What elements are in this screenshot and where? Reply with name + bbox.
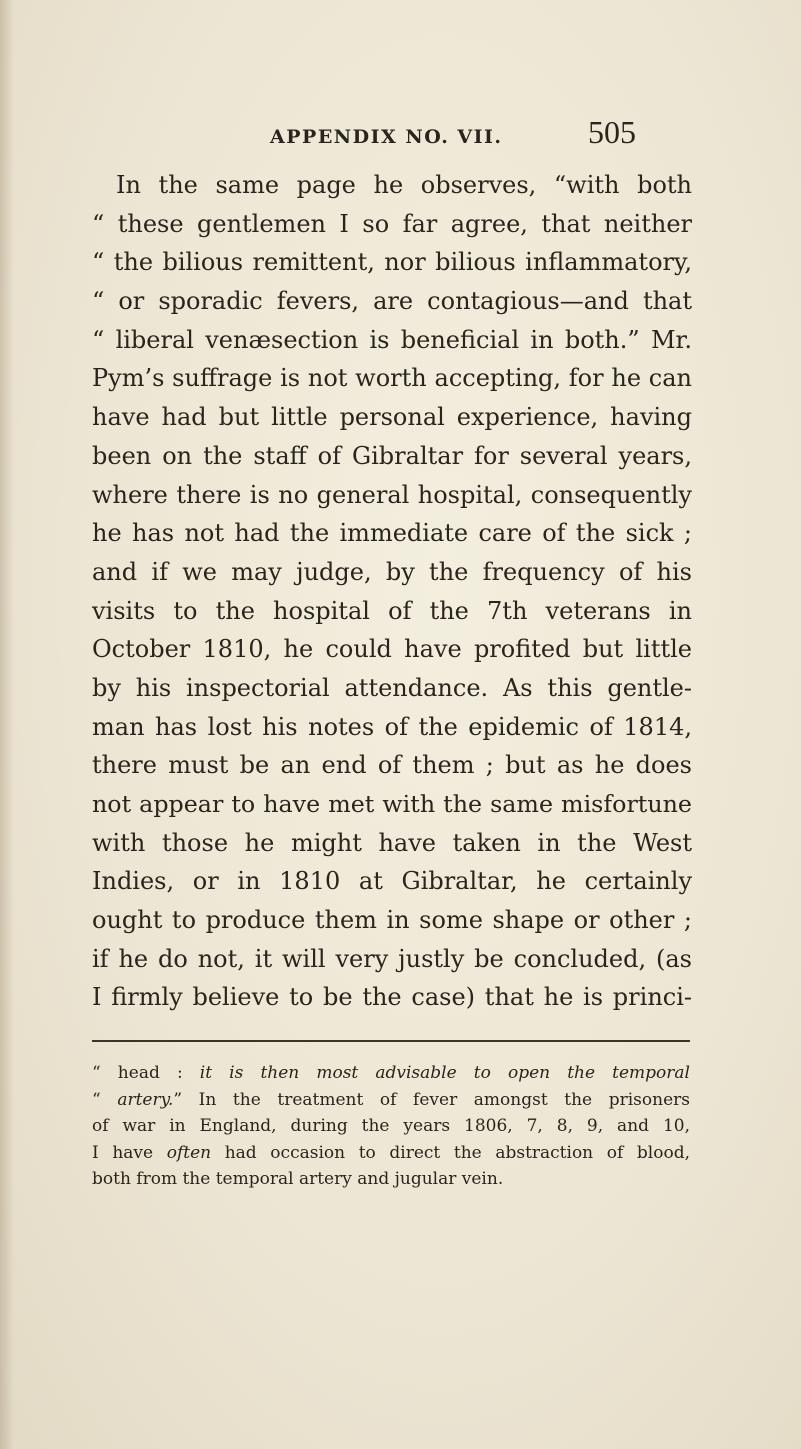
footnote-line: both from the temporal artery and jugular vein. (92, 1169, 504, 1189)
body-line: “ liberal venæsection is beneficial in both.” Mr. (92, 325, 692, 354)
footnote-italic-text: often (166, 1142, 212, 1163)
body-line: by his inspectorial attendance. As this gentle- (92, 673, 692, 702)
body-line: there must be an end of them ; but as he does (92, 751, 692, 780)
body-line: October 1810, he could have profited but little (92, 635, 692, 664)
footnote-text: had occasion to direct the abstraction of blood, (211, 1142, 690, 1163)
body-line: with those he might have taken in the West (92, 828, 692, 857)
body-line: “ or sporadic fevers, are contagious—and that (92, 287, 692, 316)
body-line: Pym’s suffrage is not worth accepting, for he can (92, 364, 692, 393)
footnote-italic-text: artery. (117, 1089, 174, 1110)
body-text (92, 166, 692, 1017)
body-line: ought to produce them in some shape or other ; (92, 906, 692, 935)
footnote-text: I have (92, 1142, 167, 1163)
page-number: 505 (588, 114, 636, 150)
body-line: not appear to have met with the same misfortune (92, 790, 692, 818)
footnote (92, 1060, 690, 1193)
body-line: Indies, or in 1810 at Gibraltar, he certainly (92, 867, 692, 896)
page-header (0, 114, 801, 164)
footnote-text: ” In the treatment of fever amongst the prisoners (173, 1089, 690, 1110)
footnote-text: “ (92, 1089, 118, 1110)
body-line: “ the bilious remittent, nor bilious inflammatory, (92, 248, 692, 277)
page-gutter-shadow (0, 0, 14, 1449)
body-line: man has lost his notes of the epidemic of 1814, (92, 712, 692, 741)
body-line: “ these gentlemen I so far agree, that neither (92, 209, 692, 238)
body-line: and if we may judge, by the frequency of his (92, 557, 692, 586)
body-line: In the same page he observes, “with both (116, 171, 692, 199)
footnote-divider (92, 1040, 690, 1042)
body-line: been on the staff of Gibraltar for several years, (92, 441, 692, 470)
body-line: where there is no general hospital, consequently (92, 480, 692, 509)
footnote-line (92, 1087, 690, 1114)
body-line: if he do not, it will very justly be concluded, (as (92, 944, 692, 973)
footnote-line (92, 1060, 690, 1087)
body-line: have had but little personal experience, having (92, 403, 692, 432)
footnote-italic-text: it is then most advisable to open the temporal (199, 1063, 690, 1083)
footnote-text: “ head : (92, 1063, 200, 1083)
body-line: I firmly believe to be the case) that he is princi- (92, 983, 692, 1012)
footnote-line: of war in England, during the years 1806, 7, 8, 9, and 10, (92, 1116, 690, 1136)
running-head: APPENDIX NO. VII. (270, 126, 503, 148)
footnote-line (92, 1140, 690, 1167)
body-line: visits to the hospital of the 7th veterans in (92, 596, 692, 625)
body-line: he has not had the immediate care of the sick ; (92, 519, 692, 548)
